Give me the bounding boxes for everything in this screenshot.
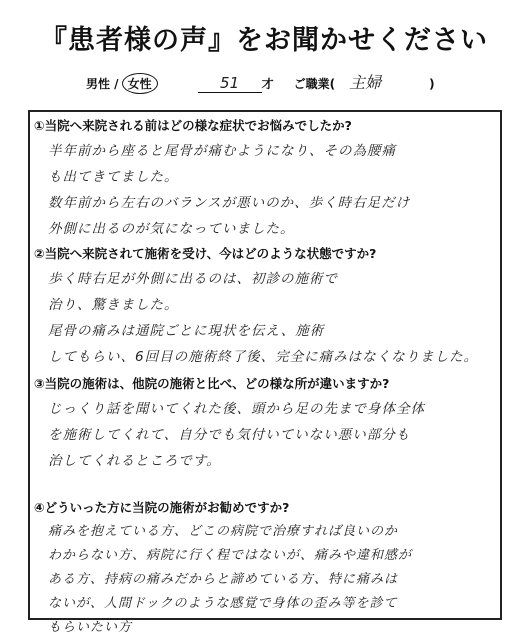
- page-title: 『患者様の声』をお聞かせください: [40, 25, 488, 56]
- answer-line: 数年前から左右のバランスが悪いのか、歩く時右足だけ: [48, 195, 411, 211]
- question-2: ②当院へ来院されて施術を受け、今はどのような状態ですか?: [34, 246, 377, 261]
- answer-line: も出てきてました。: [48, 169, 179, 185]
- answer-line: わからない方、病院に行く程ではないが、痛みや違和感が: [48, 548, 413, 563]
- answer-line: 尾骨の痛みは通院ごとに現状を伝え、施術: [48, 323, 325, 339]
- answer-line: もらいたい方: [48, 620, 133, 635]
- age-field: 51: [198, 74, 262, 93]
- answer-line: ある方、持病の痛みだからと諦めている方、特に痛みは: [48, 572, 399, 587]
- section-difference: [30, 374, 500, 474]
- answer-3: [48, 396, 488, 474]
- section-symptoms: [30, 116, 500, 242]
- survey-card: [28, 110, 502, 635]
- question-3: ③当院の施術は、他院の施術と比べ、どの様な所が違いますか?: [34, 376, 390, 391]
- answer-line: 半年前から座ると尾骨が痛むようになり、その為腰痛: [48, 143, 396, 159]
- answer-line: 治してくれるところです。: [48, 453, 221, 469]
- occupation-label: ご職業(: [293, 77, 336, 91]
- section-recommendation: [30, 498, 500, 640]
- question-1: ①当院へ来院される前はどの様な症状でお悩みでしたか?: [34, 118, 352, 133]
- answer-line: 痛みを抱えている方、どこの病院で治療すれば良いのか: [48, 524, 399, 539]
- answer-line: 歩く時右足が外側に出るのは、初診の施術で: [48, 271, 338, 287]
- answer-line: じっくり話を聞いてくれた後、頭から足の先まで身体全体: [48, 401, 425, 417]
- answer-1: [48, 138, 488, 242]
- section-current-state: [30, 244, 500, 370]
- male-label: 男性 /: [86, 77, 119, 91]
- answer-2: [48, 266, 488, 370]
- answer-line: を施術してくれて、自分でも気付いていない悪い部分も: [48, 427, 411, 443]
- answer-line: ないが、人間ドックのような感覚で身体の歪み等を診て: [48, 596, 398, 611]
- question-4: ④どういった方に当院の施術がお勧めですか?: [34, 500, 290, 515]
- female-label-circled: 女性: [122, 73, 158, 94]
- answer-line: してもらい、6回目の施術終了後、完全に痛みはなくなりました。: [48, 349, 479, 365]
- occupation-close: ): [429, 77, 435, 91]
- answer-4: [48, 520, 488, 640]
- profile-row: [86, 70, 435, 94]
- age-suffix: 才: [261, 77, 274, 91]
- answer-line: 治り、驚きました。: [48, 297, 179, 313]
- occupation-value: 主婦: [349, 73, 382, 92]
- answer-line: 外側に出るのが気になっていました。: [48, 221, 295, 237]
